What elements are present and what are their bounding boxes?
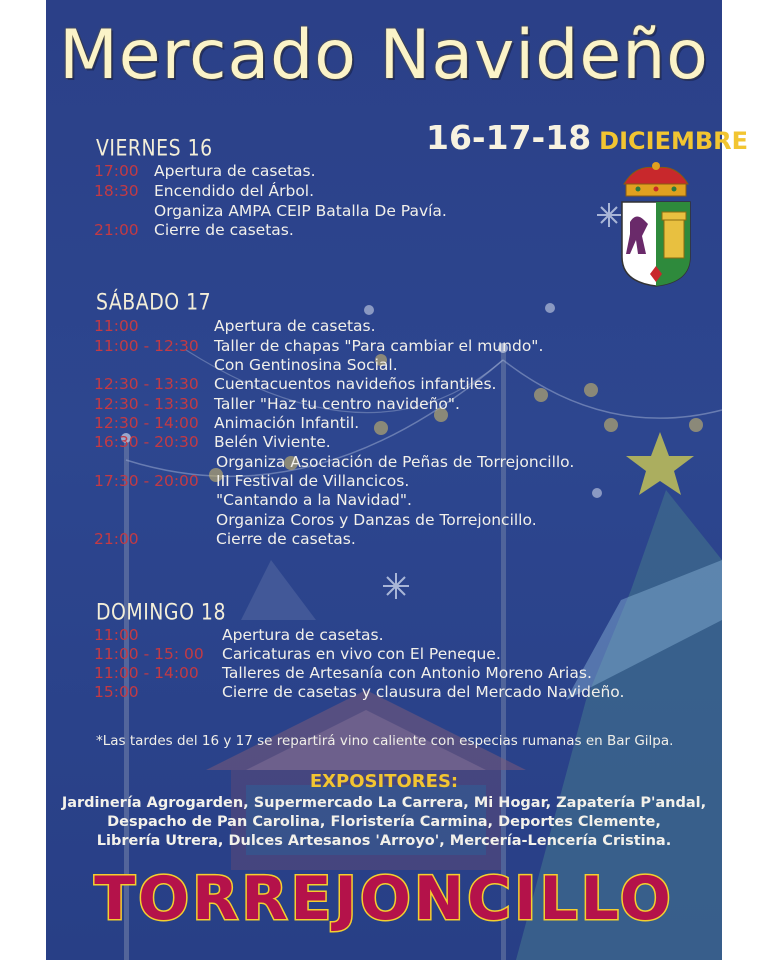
time-label: 17:30 - 20:00 xyxy=(94,472,199,490)
time-label: 11:00 - 14:00 xyxy=(94,664,199,682)
activity-text: Caricaturas en vivo con El Peneque. xyxy=(222,645,501,663)
activity-text: Taller de chapas "Para cambiar el mundo". xyxy=(214,337,544,355)
time-label: 11:00 - 12:30 xyxy=(94,337,199,355)
activity-text: Organiza Asociación de Peñas de Torrejoncillo. xyxy=(216,453,575,471)
schedule-row xyxy=(94,626,384,645)
schedule-row xyxy=(94,472,410,491)
time-label: 21:00 xyxy=(94,221,139,239)
poster xyxy=(46,0,749,960)
schedule-row xyxy=(94,664,592,683)
activity-text: Organiza Coros y Danzas de Torrejoncillo. xyxy=(216,511,537,529)
activity-text: Apertura de casetas. xyxy=(154,162,316,180)
schedule-row xyxy=(94,182,315,201)
event-dates xyxy=(426,118,748,157)
time-label: 16:30 - 20:30 xyxy=(94,433,199,451)
date-range: 16-17-18 xyxy=(426,118,592,157)
star-icon xyxy=(626,432,694,495)
schedule-row xyxy=(94,162,316,181)
activity-text: Apertura de casetas. xyxy=(222,626,384,644)
time-label: 11:00 xyxy=(94,626,139,644)
activity-text: Con Gentinosina Social. xyxy=(214,356,398,374)
activity-text: Talleres de Artesanía con Antonio Moreno Arias. xyxy=(222,664,592,682)
footnote: *Las tardes del 16 y 17 se repartirá vino caliente con especias rumanas en Bar Gilpa. xyxy=(96,733,674,749)
schedule-row xyxy=(94,433,331,452)
snowflake-icon xyxy=(383,573,409,599)
time-label: 21:00 xyxy=(94,530,139,548)
exhibitors-heading: EXPOSITORES: xyxy=(309,771,459,792)
exhibitors-line: Despacho de Pan Carolina, Floristería Carmina, Deportes Clemente, xyxy=(107,814,661,830)
schedule-row xyxy=(94,221,294,240)
exhibitors-line: Jardinería Agrogarden, Supermercado La Carrera, Mi Hogar, Zapatería P'andal, xyxy=(61,795,707,811)
activity-text: Cierre de casetas y clausura del Mercado Navideño. xyxy=(222,683,625,701)
activity-text: Cierre de casetas. xyxy=(216,530,356,548)
town-name: TORREJONCILLO xyxy=(94,864,674,934)
schedule-row xyxy=(94,395,460,414)
schedule-row xyxy=(94,375,497,394)
activity-text: Cierre de casetas. xyxy=(154,221,294,239)
time-label: 18:30 xyxy=(94,182,139,200)
exhibitors-line: Librería Utrera, Dulces Artesanos 'Arroyo', Mercería-Lencería Cristina. xyxy=(96,833,672,849)
time-label: 15:00 xyxy=(94,683,139,701)
schedule-row xyxy=(94,645,501,664)
activity-text: Taller "Haz tu centro navideño". xyxy=(214,395,460,413)
schedule-row xyxy=(94,683,625,702)
time-label: 11:00 xyxy=(94,317,139,335)
activity-text: Animación Infantil. xyxy=(214,414,360,432)
schedule-row xyxy=(94,530,356,549)
schedule-row xyxy=(94,414,360,433)
activity-text: "Cantando a la Navidad". xyxy=(216,491,412,509)
activity-text: Cuentacuentos navideños infantiles. xyxy=(214,375,497,393)
schedule-row xyxy=(94,337,544,356)
time-label: 11:00 - 15: 00 xyxy=(94,645,204,663)
activity-text: Organiza AMPA CEIP Batalla De Pavía. xyxy=(154,202,447,220)
activity-text: Encendido del Árbol. xyxy=(154,182,315,200)
time-label: 12:30 - 13:30 xyxy=(94,375,199,393)
day-heading-friday: VIERNES 16 xyxy=(96,135,213,161)
coat-of-arms-icon xyxy=(616,162,696,287)
time-label: 12:30 - 13:30 xyxy=(94,395,199,413)
time-label: 17:00 xyxy=(94,162,139,180)
day-heading-saturday: SÁBADO 17 xyxy=(96,289,212,315)
month-label: DICIEMBRE xyxy=(599,127,749,155)
schedule-row xyxy=(94,317,376,336)
activity-text: III Festival de Villancicos. xyxy=(216,472,410,490)
day-heading-sunday: DOMINGO 18 xyxy=(96,599,226,625)
activity-text: Belén Viviente. xyxy=(214,433,331,451)
activity-text: Apertura de casetas. xyxy=(214,317,376,335)
poster-title: Mercado Navideño xyxy=(59,16,709,95)
time-label: 12:30 - 14:00 xyxy=(94,414,199,432)
